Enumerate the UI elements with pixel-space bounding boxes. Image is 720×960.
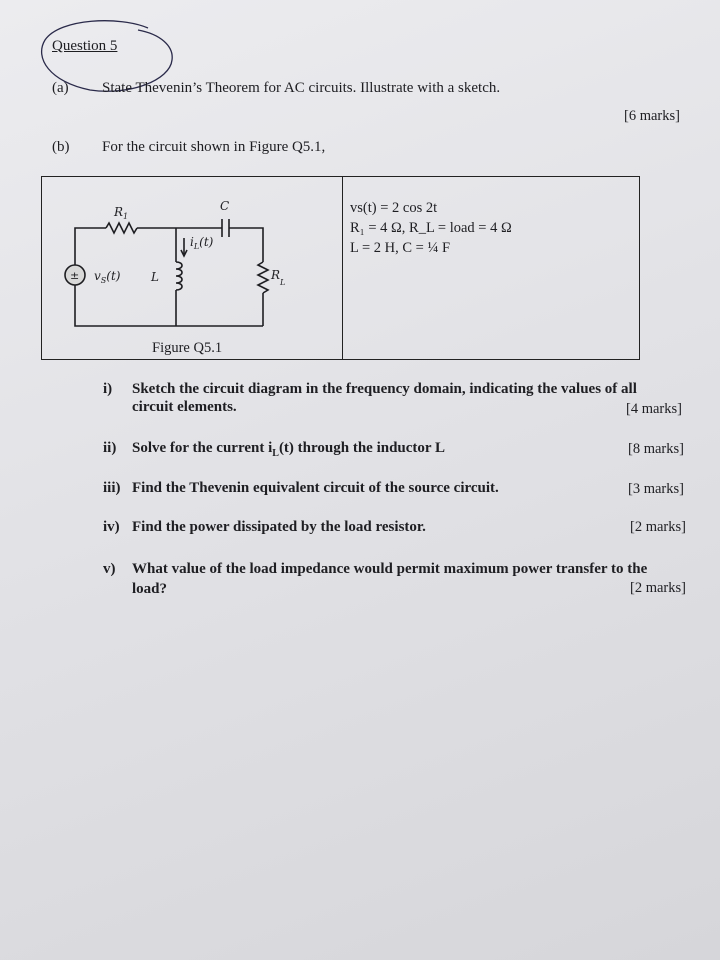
subq-3-line1: Find the Thevenin equivalent circuit of the source circuit. bbox=[132, 480, 499, 496]
label-rl: $R_L$ bbox=[271, 268, 286, 287]
subq-4-label: iv) bbox=[103, 519, 120, 535]
resistor-rl bbox=[258, 262, 268, 293]
subq-3-label: iii) bbox=[103, 480, 121, 496]
label-vs: $v_S(t)$ bbox=[94, 269, 121, 285]
subq-4-marks: [2 marks] bbox=[630, 519, 686, 535]
subq-5-marks: [2 marks] bbox=[630, 580, 686, 596]
subq-1-line2: circuit elements. bbox=[132, 399, 237, 415]
part-b-text: For the circuit shown in Figure Q5.1, bbox=[102, 139, 326, 155]
label-il: $i_L(t)$ bbox=[190, 235, 214, 251]
label-l: L bbox=[151, 270, 159, 284]
capacitor-c bbox=[222, 219, 229, 237]
svg-text:±: ± bbox=[70, 269, 80, 282]
subq-5-line2: load? bbox=[132, 581, 168, 597]
given-vs: vs(t) = 2 cos 2t bbox=[350, 200, 438, 216]
given-resistors: R₁ = 4 Ω, R_L = load = 4 Ω bbox=[350, 220, 512, 236]
circuit-diagram bbox=[44, 180, 344, 340]
wire-bottom bbox=[75, 284, 263, 326]
subq-4-line1: Find the power dissipated by the load resistor. bbox=[132, 519, 426, 535]
subq-1-line1: Sketch the circuit diagram in the frequency domain, indicating the values of all bbox=[132, 381, 637, 397]
subq-1-marks: [4 marks] bbox=[626, 401, 682, 417]
resistor-r1 bbox=[106, 223, 137, 233]
wire-left-top bbox=[75, 228, 106, 266]
subq-5-label: v) bbox=[103, 561, 116, 577]
inductor-l bbox=[176, 262, 182, 290]
part-a-label: (a) bbox=[52, 80, 69, 96]
subq-2-marks: [8 marks] bbox=[628, 441, 684, 457]
question-title: Question 5 bbox=[52, 38, 118, 54]
subq-3-marks: [3 marks] bbox=[628, 481, 684, 497]
part-a-text: State Thevenin’s Theorem for AC circuits. Illustrate with a sketch. bbox=[102, 80, 501, 96]
subq-5-line1: What value of the load impedance would permit maximum power transfer to the bbox=[132, 561, 648, 577]
label-c: C bbox=[220, 199, 230, 213]
subq-2-line1: Solve for the current $i_L(t)$ through the inductor L bbox=[132, 440, 446, 459]
part-a-marks: [6 marks] bbox=[624, 108, 680, 124]
label-r1: $R_1$ bbox=[114, 205, 129, 221]
part-b-label: (b) bbox=[52, 139, 70, 155]
subq-1-label: i) bbox=[103, 381, 113, 397]
given-l-c: L = 2 H, C = ¼ F bbox=[350, 240, 451, 256]
subq-2-label: ii) bbox=[103, 440, 117, 456]
figure-caption: Figure Q5.1 bbox=[152, 340, 223, 356]
